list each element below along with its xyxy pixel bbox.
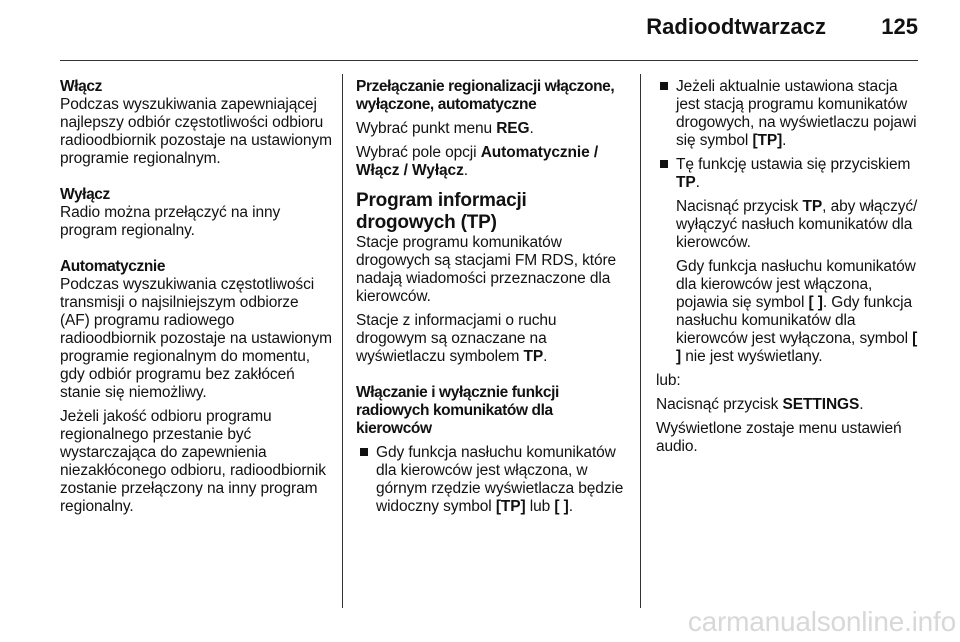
paragraph-off: Radio można przełączyć na inny program regionalny. [60,204,281,239]
column-3 [656,78,922,456]
menu-item-reg: REG [496,120,530,137]
heading-traffic-function: Włączanie i wyłącznie funkcji radiowych komunikatów dla kierowców [356,384,559,437]
tp-symbol: [TP] [752,132,783,149]
text: . [463,162,468,179]
text: . [782,132,787,149]
paragraph-option [356,144,628,180]
bullet-item [656,78,922,150]
text: . [529,120,534,137]
running-header-title: Radioodtwarzacz [646,14,826,39]
tp-symbol: [TP] [495,498,526,515]
text: . [568,498,573,515]
paragraph-on: Podczas wyszukiwania zapewniającej najlepszy odbiór częstotliwości odbioru radioodbiornik pozostaje na ustawionym programie regionalnym. [60,96,332,167]
tp-button-label: TP [802,198,823,215]
text: . [543,348,548,365]
tp-button-label: TP [676,174,696,191]
heading-auto: Automatycznie [60,258,166,275]
paragraph-tp-symbol [356,312,628,366]
paragraph-audio-menu: Wyświetlone zostaje menu ustawień audio. [656,420,902,455]
empty-symbol: [ ] [554,498,569,515]
empty-symbol: [ ] [676,330,918,365]
settings-button-label: SETTINGS [782,396,860,413]
header-rule [60,60,918,61]
text: Wybrać pole opcji [356,144,481,161]
text: Tę funkcję ustawia się przyciskiem [676,156,911,173]
page-number: 125 [881,14,918,39]
text: Stacje z informacjami o ruchu drogowym są oznaczane na wyświetlaczu symbolem [356,312,557,365]
text: lub [525,498,555,515]
text: Nacisnąć przycisk [676,198,803,215]
paragraph-menu-reg [356,120,628,138]
heading-off: Wyłącz [60,186,110,203]
paragraph-or: lub: [656,372,681,389]
bullet-square-icon [660,82,668,90]
text: Gdy funkcja nasłuchu komunikatów dla kierowców jest włączona, pojawia się symbol [676,258,916,311]
bullet-item [656,156,922,192]
paragraph-tp-stations: Stacje programu komunikatów drogowych są stacjami FM RDS, które nadają wiadomości przeznaczone dla kierowców. [356,234,617,305]
bullet-square-icon [660,160,668,168]
paragraph-quality: Jeżeli jakość odbioru programu regionalnego przestanie być wystarczająca do zapewnienia niezakłóconego odbioru, radioodbiornik zostanie przełączony na inny program regionalny. [60,408,326,515]
indented-paragraph [656,258,922,366]
bullet-square-icon [360,448,368,456]
watermark: carmanualsonline.info [687,606,956,637]
text: Jeżeli aktualnie ustawiona stacja jest stacją programu komunikatów drogowych, na wyświetlaczu pojawi się symbol [676,78,917,149]
text: . [695,174,700,191]
column-divider-1 [342,74,343,608]
heading-regionalization: Przełączanie regionalizacji włączone, wyłączone, automatyczne [356,78,615,113]
section-heading-tp: Program informacji drogowych (TP) [356,190,527,233]
text: . [859,396,864,413]
indented-paragraph [656,198,922,252]
text: Gdy funkcja nasłuchu komunikatów dla kierowców jest włączona, w górnym rzędzie wyświetlacza będzie widoczny symbol [376,444,624,515]
text: Wybrać punkt menu [356,120,497,137]
column-2 [356,78,628,516]
paragraph-auto: Podczas wyszukiwania częstotliwości transmisji o najsilniejszym odbiorze (AF) programu radiowego radioodbiornik pozostaje na ustawionym programie regionalnym do momentu, gdy odbiór programu bez zakłóceń stanie się niemożliwy. [60,276,332,401]
tp-symbol: TP [523,348,544,365]
text: nie jest wyświetlany. [681,348,823,365]
bullet-item [356,444,628,516]
option-label: Automatycznie / Włącz / Wyłącz [356,144,599,179]
empty-symbol: [ ] [808,294,823,311]
column-1 [60,78,332,516]
text: , aby włączyć/ wyłączyć nasłuch komunikatów dla kierowców. [676,198,918,251]
paragraph-settings [656,396,922,414]
text: . Gdy funkcja nasłuchu komunikatów dla kierowców jest wyłączona, symbol [676,294,913,347]
heading-on: Włącz [60,78,102,95]
column-divider-2 [640,74,641,608]
text: Nacisnąć przycisk [656,396,783,413]
